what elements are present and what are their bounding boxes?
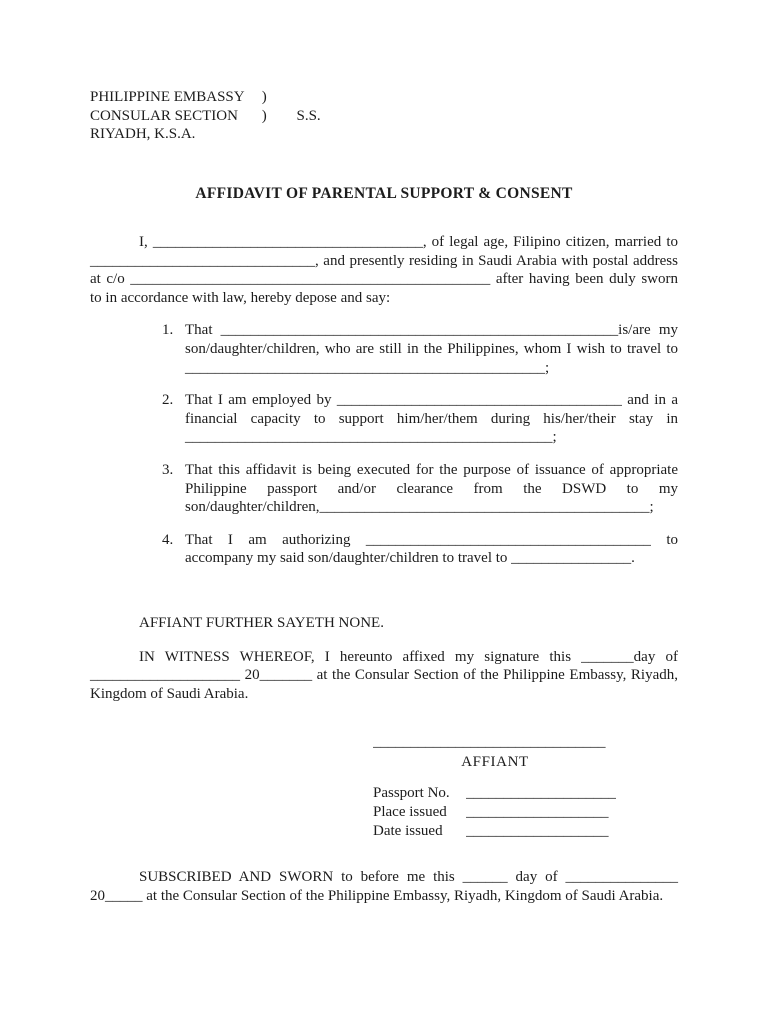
affiant-label: AFFIANT	[461, 753, 529, 770]
notary-caption	[90, 88, 678, 144]
affidavit-item-1	[162, 321, 678, 377]
caption-consular-paren: )	[261, 107, 267, 124]
caption-row-embassy	[90, 88, 678, 107]
caption-city-text: RIYADH, K.S.A.	[90, 126, 196, 143]
date-issued-blank: ___________________	[466, 822, 609, 839]
item-1-text: That _____________________________________________________is/are my son/daughter/children, who are still in the Philippines, whom I wish to travel to ________________________________________________;	[185, 322, 678, 376]
caption-row-consular	[90, 107, 678, 126]
date-issued-label: Date issued	[373, 822, 443, 839]
place-issued-label: Place issued	[373, 804, 447, 821]
caption-consular-text: CONSULAR SECTION	[90, 107, 238, 124]
item-2-number: 2.	[162, 392, 174, 409]
signature-detail-rows	[373, 784, 617, 840]
passport-no-blank: ____________________	[466, 785, 616, 802]
witness-paragraph: IN WITNESS WHEREOF, I hereunto affixed my signature this _______day of ____________________ 20_______ at the Consular Section of the Philippine Embassy, Riyadh, Kingdom of Saudi Arabia.	[90, 648, 678, 702]
subscribed-paragraph: SUBSCRIBED AND SWORN to before me this ______ day of _______________ 20_____ at the Consular Section of the Philippine Embassy, Riyadh, Kingdom of Saudi Arabia.	[90, 869, 678, 904]
caption-embassy-paren: )	[261, 89, 267, 105]
affidavit-items	[90, 321, 678, 568]
passport-no-row	[373, 784, 617, 803]
item-4-text: That I am authorizing ______________________________________ to accompany my said son/daughter/children to travel to ________________.	[185, 531, 678, 567]
item-1-number: 1.	[162, 322, 174, 339]
item-3-text: That this affidavit is being executed for the purpose of issuance of appropriate Philippine passport and/or clearance from the DSWD to my son/daughter/children,____________________________________________;	[185, 461, 678, 516]
caption-embassy-text: PHILIPPINE EMBASSY	[90, 89, 245, 105]
item-4-number: 4.	[162, 531, 174, 548]
passport-no-label: Passport No.	[373, 785, 450, 802]
signature-block	[373, 733, 617, 840]
caption-row-city	[90, 125, 678, 144]
signature-line: _______________________________	[373, 734, 606, 751]
document-title: AFFIDAVIT OF PARENTAL SUPPORT & CONSENT	[195, 184, 573, 202]
affidavit-item-2	[162, 391, 678, 447]
place-issued-row	[373, 803, 617, 822]
item-2-text: That I am employed by ______________________________________ and in a financial capacity to support him/her/them during his/her/their stay in _________________________________________________;	[185, 392, 678, 446]
place-issued-blank: ___________________	[466, 804, 609, 821]
opening-paragraph: I, ____________________________________, of legal age, Filipino citizen, married to ______________________________, and presently residing in Saudi Arabia with postal address at c/o ________________________________________________ after having been duly sworn to in accordance with law, hereby depose and say:	[90, 234, 678, 306]
date-issued-row	[373, 822, 617, 841]
item-3-number: 3.	[162, 461, 174, 478]
affidavit-item-4	[162, 531, 678, 568]
caption-consular-suffix: S.S.	[296, 107, 321, 124]
affidavit-item-3	[162, 461, 678, 517]
further-sayeth-line: AFFIANT FURTHER SAYETH NONE.	[139, 614, 384, 631]
